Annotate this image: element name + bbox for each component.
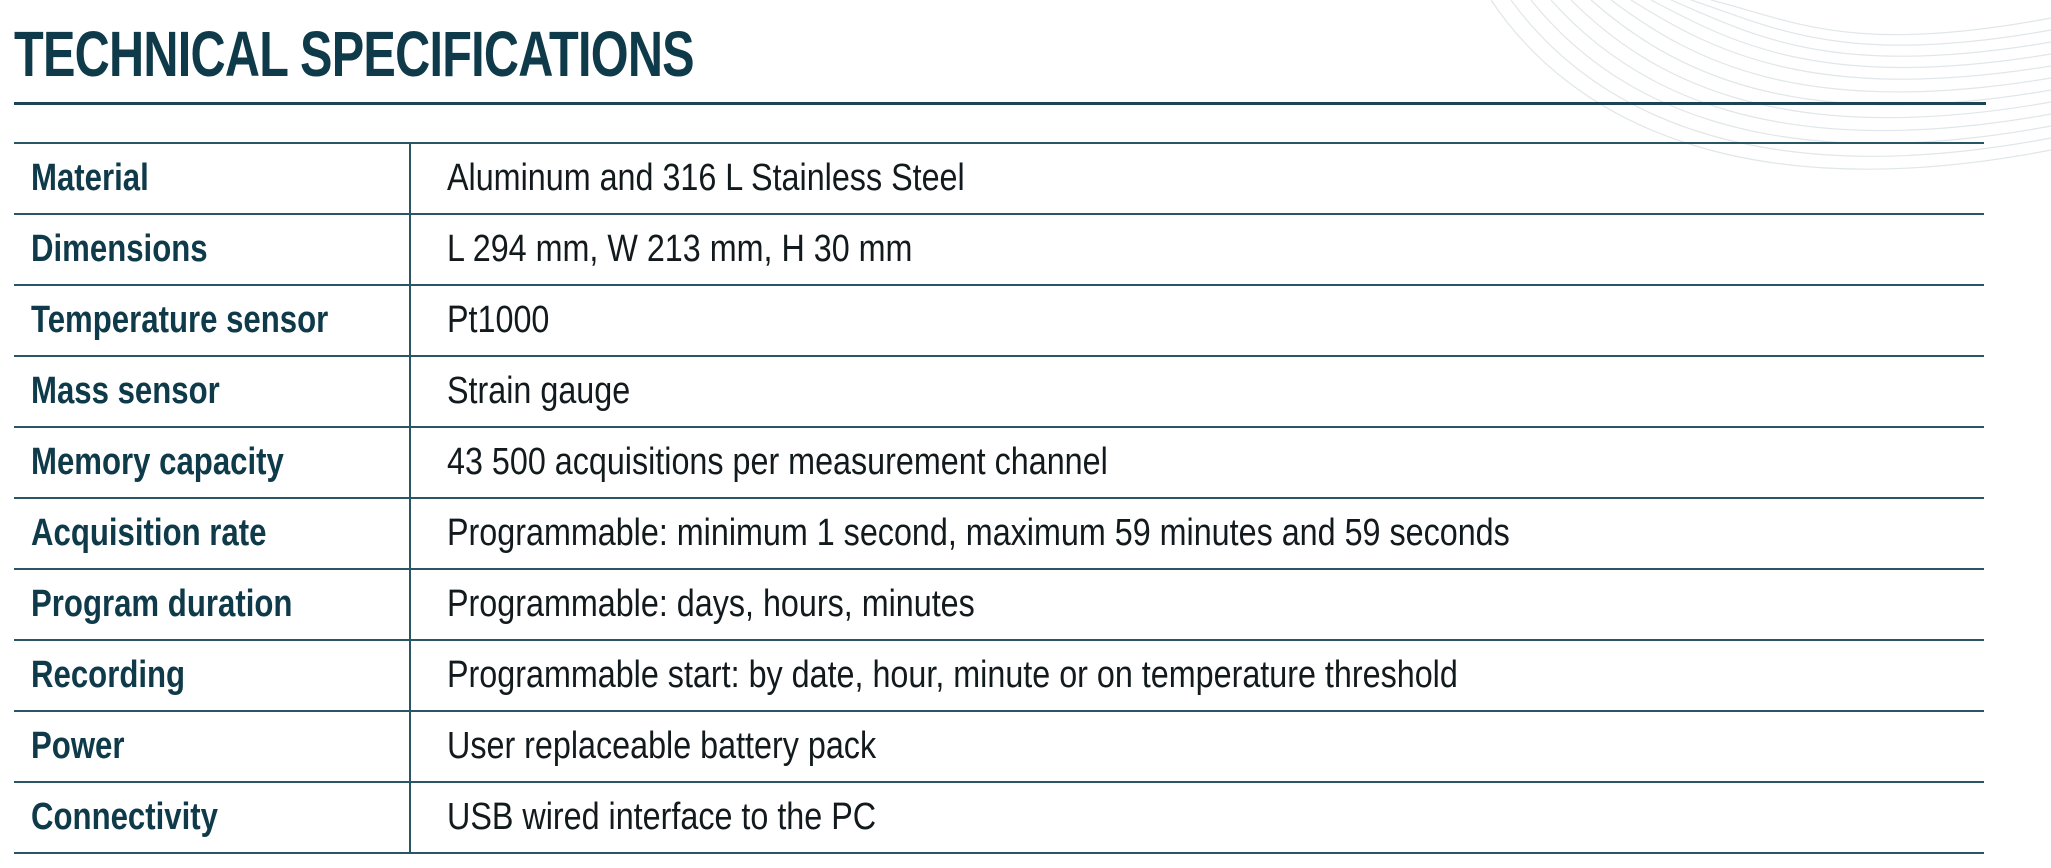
spec-value-cell [411,499,1984,568]
spec-value-cell [411,428,1984,497]
spec-label-cell [14,215,411,284]
table-row [14,783,1984,854]
table-row [14,357,1984,428]
spec-value-cell [411,641,1984,710]
spec-value: 43 500 acquisitions per measurement channel [447,441,1108,483]
spec-value-cell [411,570,1984,639]
spec-label-cell [14,712,411,781]
spec-label-cell [14,428,411,497]
spec-value-cell [411,144,1984,213]
table-row [14,215,1984,286]
title-divider [14,102,1986,105]
spec-label-cell [14,357,411,426]
spec-value-cell [411,783,1984,852]
spec-label: Recording [31,654,186,696]
spec-value-cell [411,286,1984,355]
table-row [14,712,1984,783]
spec-value: USB wired interface to the PC [447,796,877,838]
spec-table [14,142,1984,854]
spec-label-cell [14,641,411,710]
spec-value: User replaceable battery pack [447,725,877,767]
spec-label: Program duration [31,583,293,625]
spec-value: Programmable: days, hours, minutes [447,583,975,625]
table-row [14,428,1984,499]
spec-label-cell [14,144,411,213]
spec-label: Dimensions [31,228,208,270]
spec-label: Acquisition rate [31,512,267,554]
table-row [14,499,1984,570]
spec-label-cell [14,783,411,852]
spec-value-cell [411,712,1984,781]
spec-value: Aluminum and 316 L Stainless Steel [447,157,965,199]
spec-label: Temperature sensor [31,299,329,341]
spec-label-cell [14,499,411,568]
spec-label: Memory capacity [31,441,284,483]
table-row [14,570,1984,641]
spec-value: L 294 mm, W 213 mm, H 30 mm [447,228,913,270]
spec-value: Strain gauge [447,370,631,412]
spec-label-cell [14,286,411,355]
spec-label: Mass sensor [31,370,220,412]
table-row [14,286,1984,357]
table-row [14,641,1984,712]
spec-label: Material [31,157,149,199]
spec-label-cell [14,570,411,639]
spec-label: Power [31,725,125,767]
spec-label: Connectivity [31,796,218,838]
spec-value-cell [411,357,1984,426]
spec-value: Programmable: minimum 1 second, maximum 59 minutes and 59 seconds [447,512,1510,554]
page-title: TECHNICAL SPECIFICATIONS [14,18,694,90]
spec-value-cell [411,215,1984,284]
spec-value: Pt1000 [447,299,550,341]
spec-value: Programmable start: by date, hour, minute or on temperature threshold [447,654,1458,696]
table-row [14,144,1984,215]
